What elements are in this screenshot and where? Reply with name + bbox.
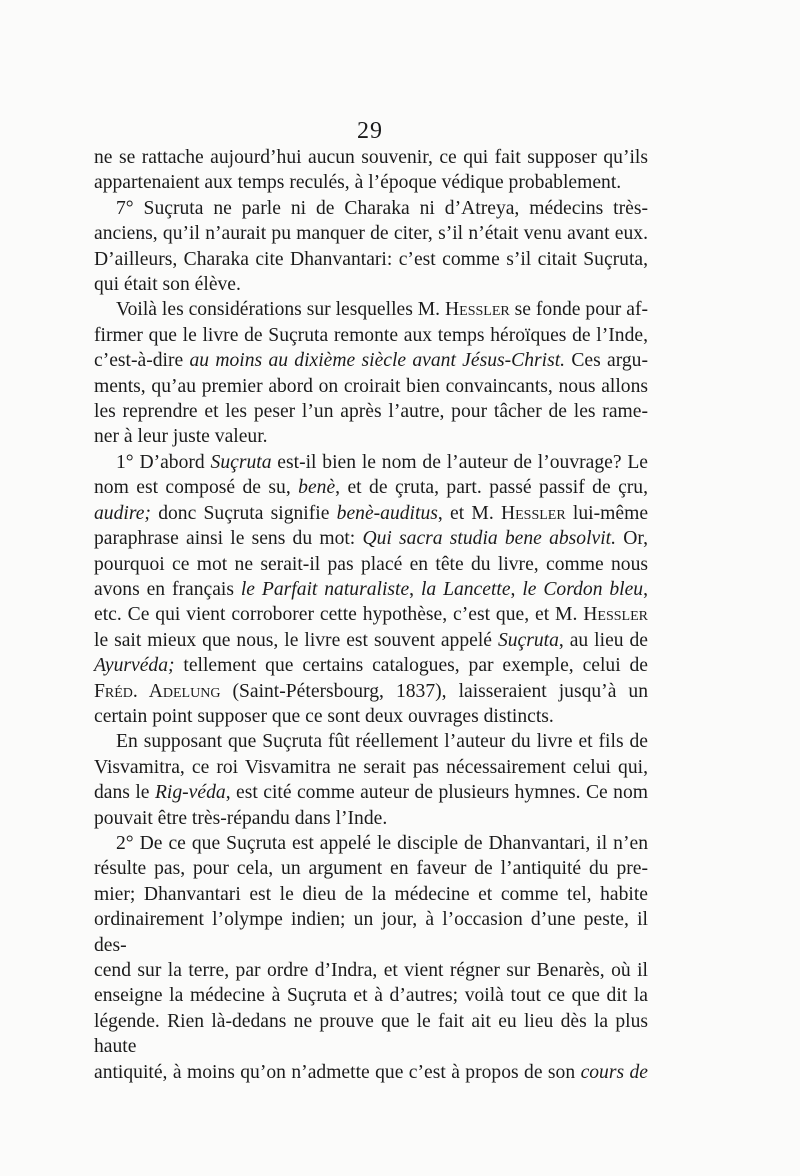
text-line: En supposant que Suçruta fût réellement l’auteur du livre et fils de [116, 731, 648, 753]
author-name: Hessler [445, 299, 510, 321]
text-line: ordinairement l’olympe indien; un jour, à l’occasion d’une peste, il des- [94, 909, 648, 956]
text-line: ments, qu’au premier abord on croirait bien convaincants, nous allons [94, 375, 648, 397]
page-number: 29 [357, 118, 383, 144]
text-line: 7° Suçruta ne parle ni de Charaka ni d’Atreya, médecins très- [116, 197, 648, 219]
text-line: antiquité, à moins qu’on n’admette que c’est à propos de son cours de [94, 1061, 648, 1083]
text-line: anciens, qu’il n’aurait pu manquer de citer, s’il n’était venu avant eux. [94, 223, 648, 245]
text-line: légende. Rien là-dedans ne prouve que le fait ait eu lieu dès la plus haute [94, 1010, 648, 1058]
text-line: mier; Dhanvantari est le dieu de la médecine et comme tel, habite [94, 883, 648, 905]
emphasis: au moins au dixième siècle avant Jésus-Christ. [189, 350, 566, 372]
text-line: cend sur la terre, par ordre d’Indra, et vient régner sur Benarès, où il [94, 960, 648, 981]
text-line: nom est composé de su, benè, et de çruta, part. passé passif de çru, [94, 477, 649, 499]
text-line: c’est-à-dire au moins au dixième siècle avant Jésus-Christ. Ces argu- [94, 350, 648, 372]
text-line: qui était son élève. [94, 274, 241, 296]
text-line: paraphrase ainsi le sens du mot: Qui sacra studia bene absolvit. Or, [94, 528, 649, 550]
text-line: enseigne la médecine à Suçruta et à d’autres; voilà tout ce que dit la [94, 985, 648, 1007]
text-line: Visvamitra, ce roi Visvamitra ne serait pas nécessairement celui qui, [94, 756, 648, 778]
text-line: ne se rattache aujourd’hui aucun souvenir, ce qui fait supposer qu’ils [94, 147, 648, 168]
text-line: Ayurvéda; tellement que certains catalogues, par exemple, celui de [94, 655, 648, 677]
text-line: résulte pas, pour cela, un argument en faveur de l’antiquité du pre- [94, 858, 648, 880]
text-line: avons en français le Parfait naturaliste, la Lancette, le Cordon bleu, [94, 578, 649, 600]
text-line: le sait mieux que nous, le livre est souvent appelé Suçruta, au lieu de [94, 629, 649, 651]
text-line: 1° D’abord Suçruta est-il bien le nom de l’auteur de l’ouvrage? Le [116, 451, 649, 473]
text-line: Voilà les considérations sur lesquelles M. Hessler se fonde pour af- [116, 299, 648, 321]
text-line: dans le Rig-véda, est cité comme auteur de plusieurs hymnes. Ce nom [94, 782, 648, 804]
text-line: appartenaient aux temps reculés, à l’époque védique probablement. [94, 172, 622, 194]
text-line: ner à leur juste valeur. [94, 426, 268, 448]
text-line: certain point supposer que ce sont deux ouvrages distincts. [94, 705, 554, 727]
body-text [94, 145, 648, 1085]
text-line: 2° De ce que Suçruta est appelé le disciple de Dhanvantari, il n’en [116, 832, 648, 854]
text-line: firmer que le livre de Suçruta remonte aux temps héroïques de l’Inde, [94, 324, 648, 346]
text-line: les reprendre et les peser l’un après l’autre, pour tâcher de les rame- [94, 401, 648, 423]
text-line: etc. Ce qui vient corroborer cette hypothèse, c’est que, et M. Hessler [94, 604, 648, 626]
text-line: pouvait être très-répandu dans l’Inde. [94, 807, 388, 829]
text-line: D’ailleurs, Charaka cite Dhanvantari: c’est comme s’il citait Suçruta, [94, 248, 648, 270]
text-line: audire; donc Suçruta signifie benè-auditus, et M. Hessler lui-même [94, 502, 649, 524]
text-line: pourquoi ce mot ne serait-il pas placé en tête du livre, comme nous [94, 553, 648, 575]
text-line: Fréd. Adelung (Saint-Pétersbourg, 1837), laisseraient jusqu’à un [94, 680, 649, 702]
